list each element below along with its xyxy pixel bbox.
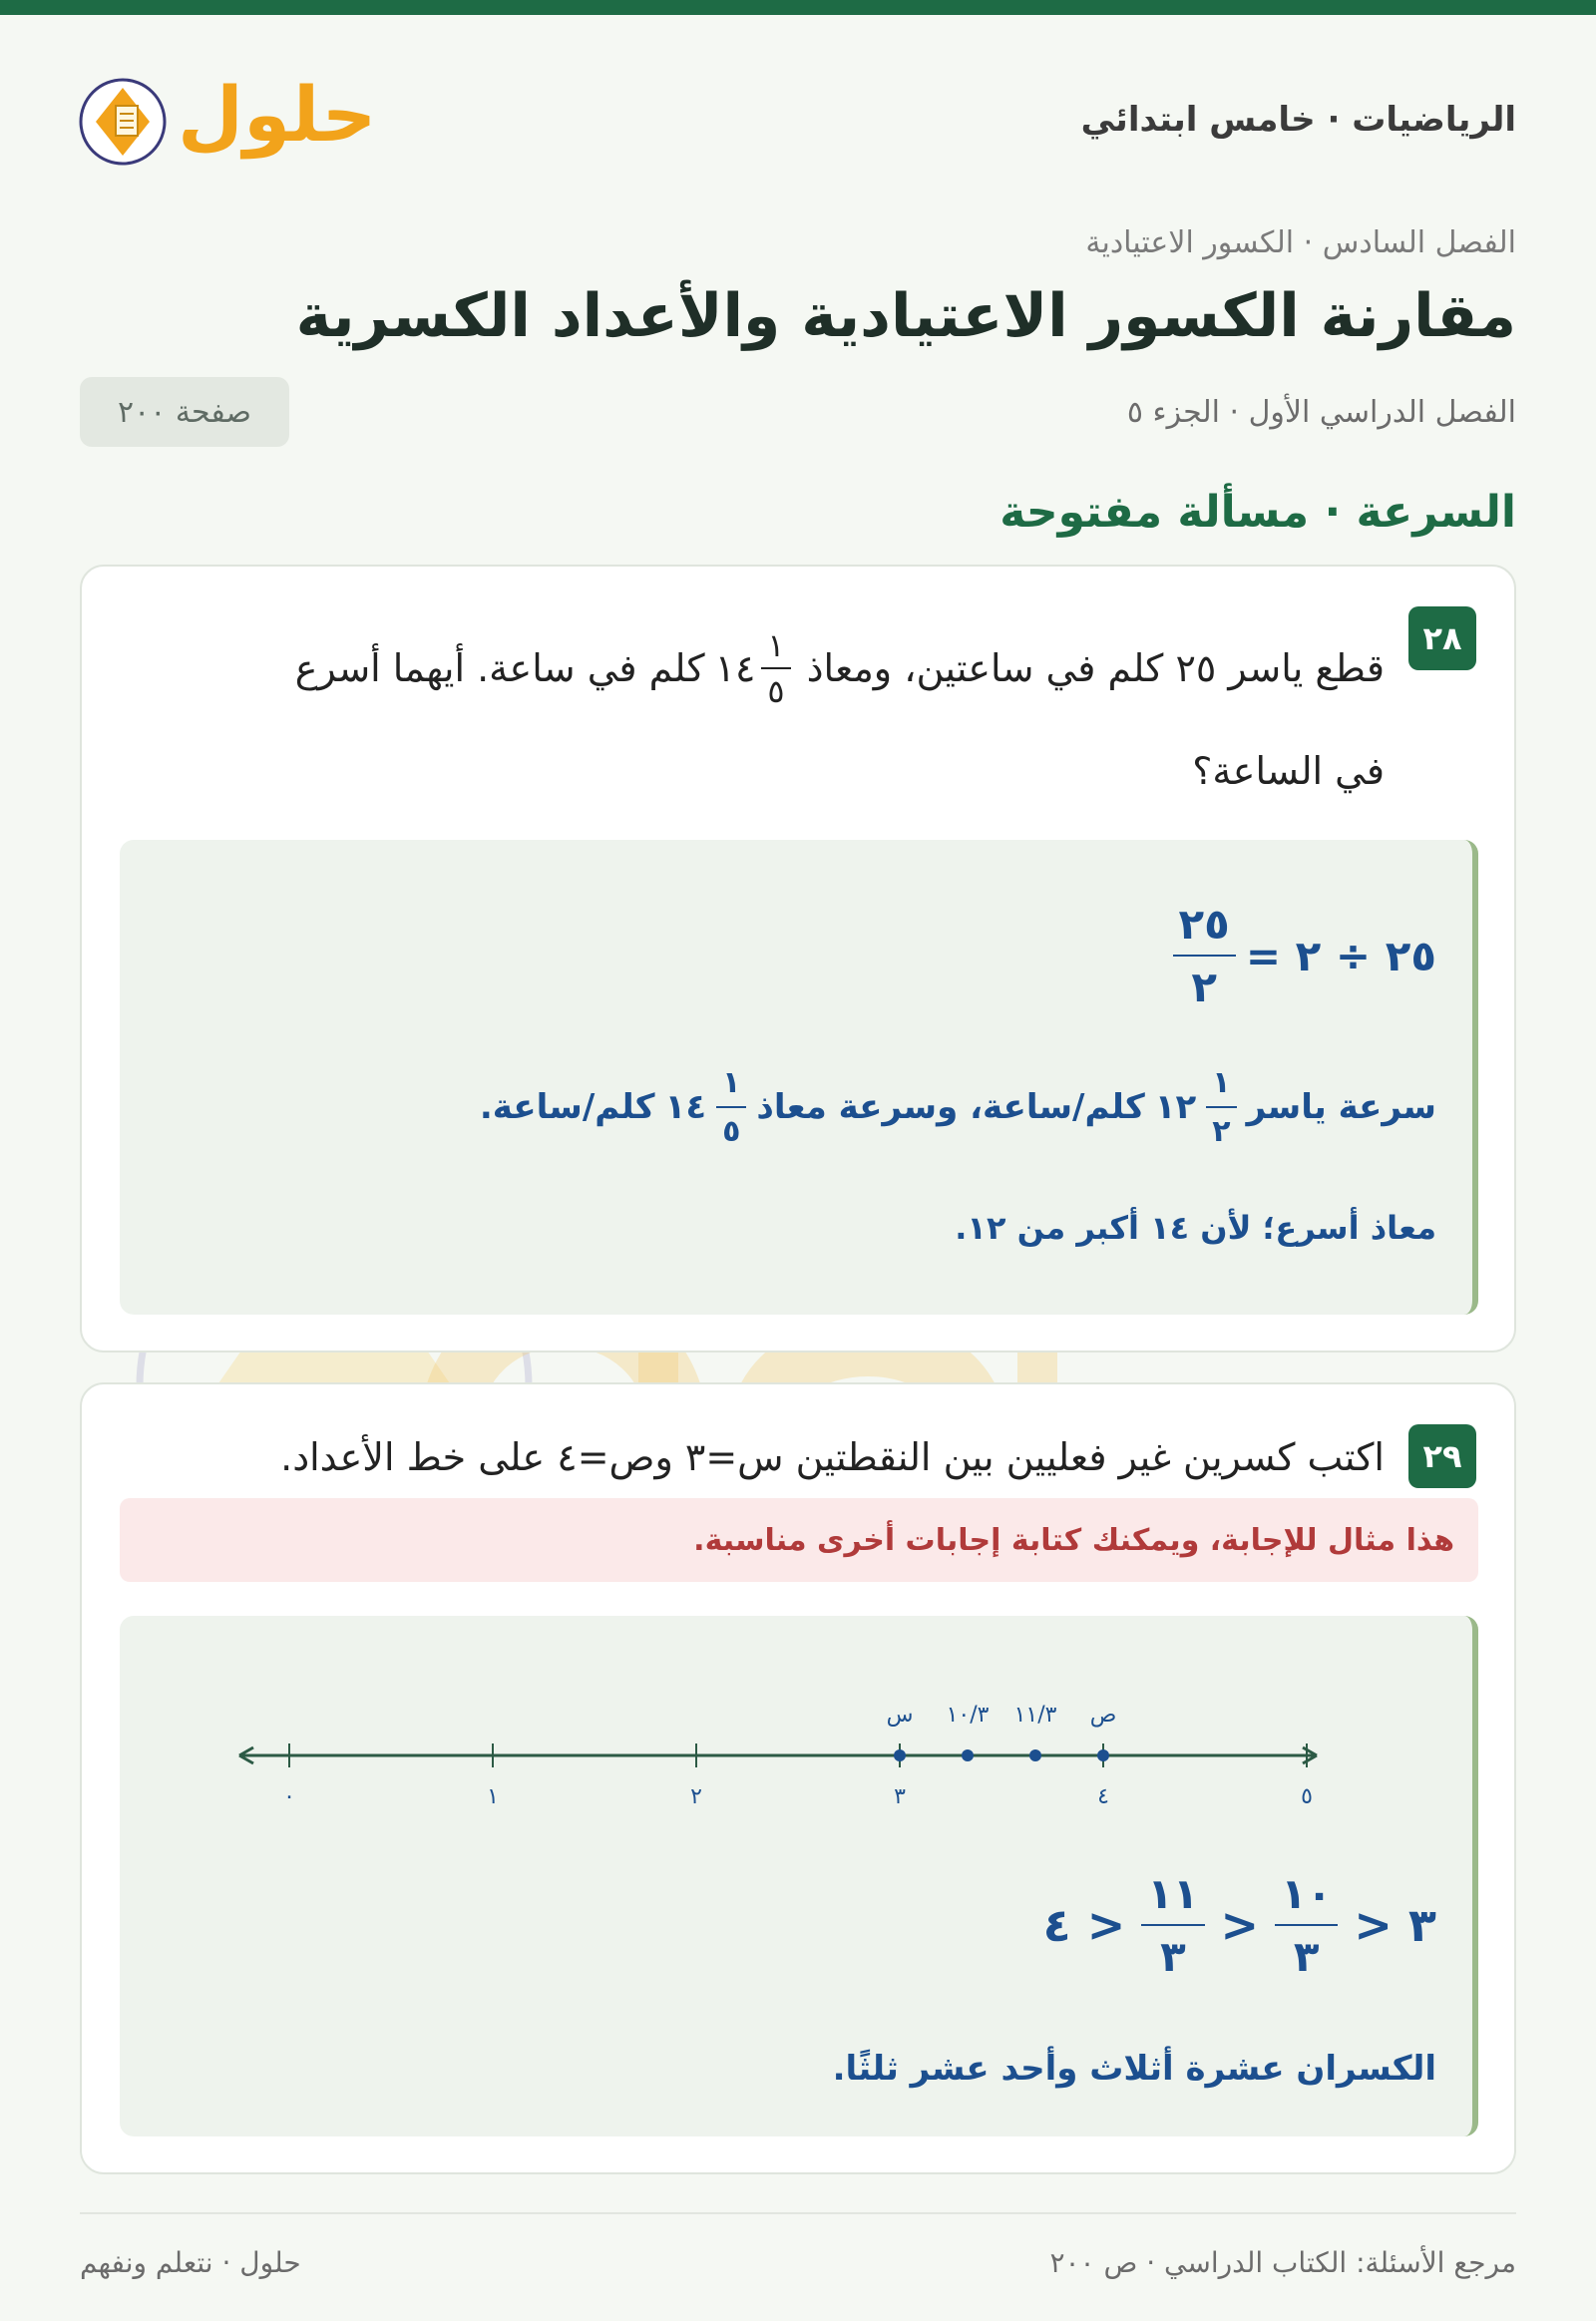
fraction-numerator: ١ [1212,1065,1231,1100]
fraction-bar [761,667,790,669]
fraction-numerator: ١٠ [1281,1869,1333,1918]
answer-conclusion: معاذ أسرع؛ لأن ١٤ أكبر من ١٢. [955,1209,1436,1247]
point-label: ١١/٣ [1013,1703,1057,1728]
number-line-point [1097,1749,1109,1761]
term-label: الفصل الدراسي الأول · الجزء ٥ [1126,395,1516,430]
number-line-point [962,1749,974,1761]
fraction [716,1065,746,1149]
tick-label: ٠ [283,1784,295,1809]
fraction-bar [1275,1924,1338,1926]
inequality-left: ٣ < [1354,1898,1436,1952]
fraction [761,626,790,710]
equation-left: ٢٥ ÷ ٢ = [1245,931,1436,980]
fraction-numerator: ١ [722,1065,741,1100]
fraction [1173,900,1236,1011]
number-line-point [1029,1749,1041,1761]
tick-label: ٥ [1301,1784,1313,1809]
inequality-right: < ٤ [1042,1898,1126,1952]
fraction [1141,1869,1204,1981]
question-text-part1: قطع ياسر ٢٥ كلم في ساعتين، ومعاذ [806,646,1385,690]
speed-text-3: كلم/ساعة. [479,1087,655,1127]
mixed-number [714,626,797,710]
inequality-mid: < [1220,1898,1260,1952]
division-equation [1163,900,1436,1011]
point-label: س [886,1703,914,1728]
fraction-denominator: ٥ [722,1114,741,1149]
question-text-line2: في الساعة؟ [1192,749,1385,793]
fraction-denominator: ٥ [767,672,785,710]
mixed-whole: ١٢ [1154,1087,1197,1127]
fraction-denominator: ٢ [1191,963,1217,1011]
question-number-badge: ٢٩ [1408,1424,1476,1488]
footer-tagline: حلول · نتعلم ونفهم [80,2246,301,2279]
tick-label: ٤ [1097,1784,1109,1809]
fraction-denominator: ٣ [1293,1932,1320,1981]
page-title: مقارنة الكسور الاعتيادية والأعداد الكسرية [295,281,1516,351]
point-label: ١٠/٣ [946,1703,990,1728]
fraction-inequality [1043,1869,1436,1981]
mixed-whole: ١٤ [664,1087,707,1127]
mixed-whole: ١٤ [714,646,756,690]
fraction-numerator: ١ [767,626,785,664]
fraction-bar [1173,955,1236,957]
example-note: هذا مثال للإجابة، ويمكنك كتابة إجابات أخرى مناسبة. [120,1498,1478,1582]
answer-box [120,840,1478,1315]
number-line-point [894,1749,906,1761]
speed-text-2: كلم/ساعة، وسرعة معاذ [756,1087,1145,1127]
question-text-part2: كلم في ساعة. أيهما أسرع [294,646,705,690]
subject-label: الرياضيات · خامس ابتدائي [1080,100,1516,140]
footer-divider [80,2212,1516,2214]
question-card-29 [80,1382,1516,2174]
point-label: ص [1089,1703,1117,1728]
fraction-denominator: ٣ [1160,1932,1186,1981]
page-number-badge: صفحة ٢٠٠ [80,377,289,447]
number-line-ticks [239,1703,1317,1809]
chapter-breadcrumb: الفصل السادس · الكسور الاعتيادية [1085,225,1516,260]
question-card-28 [80,565,1516,1353]
fraction-denominator: ٢ [1212,1114,1231,1149]
tick-label: ٣ [894,1784,906,1809]
section-title: السرعة · مسألة مفتوحة [999,487,1516,538]
footer-reference: مرجع الأسئلة: الكتاب الدراسي · ص ٢٠٠ [1049,2246,1516,2279]
logo-wordmark: حلول [178,70,377,159]
tick-label: ١ [487,1784,499,1809]
answer-conclusion: الكسران عشرة أثلاث وأحد عشر ثلثًا. [832,2049,1436,2089]
number-line [229,1656,1327,1815]
brand-logo[interactable] [78,64,377,176]
fraction [1206,1065,1236,1149]
question-text: اكتب كسرين غير فعليين بين النقطتين س=٣ وص=٤ على خط الأعداد. [280,1435,1385,1479]
fraction-bar [1141,1924,1204,1926]
answer-box [120,1616,1478,2136]
fraction-bar [1206,1106,1236,1108]
fraction [1275,1869,1338,1981]
fraction-numerator: ٢٥ [1178,900,1230,949]
fraction-bar [716,1106,746,1108]
speed-comparison [480,1065,1436,1149]
top-accent-bar [0,0,1596,15]
tick-label: ٢ [690,1784,702,1809]
question-text-line1 [295,618,1385,718]
question-number-badge: ٢٨ [1408,606,1476,670]
fraction-numerator: ١١ [1147,1869,1199,1918]
speed-text-1: سرعة ياسر [1246,1087,1436,1127]
